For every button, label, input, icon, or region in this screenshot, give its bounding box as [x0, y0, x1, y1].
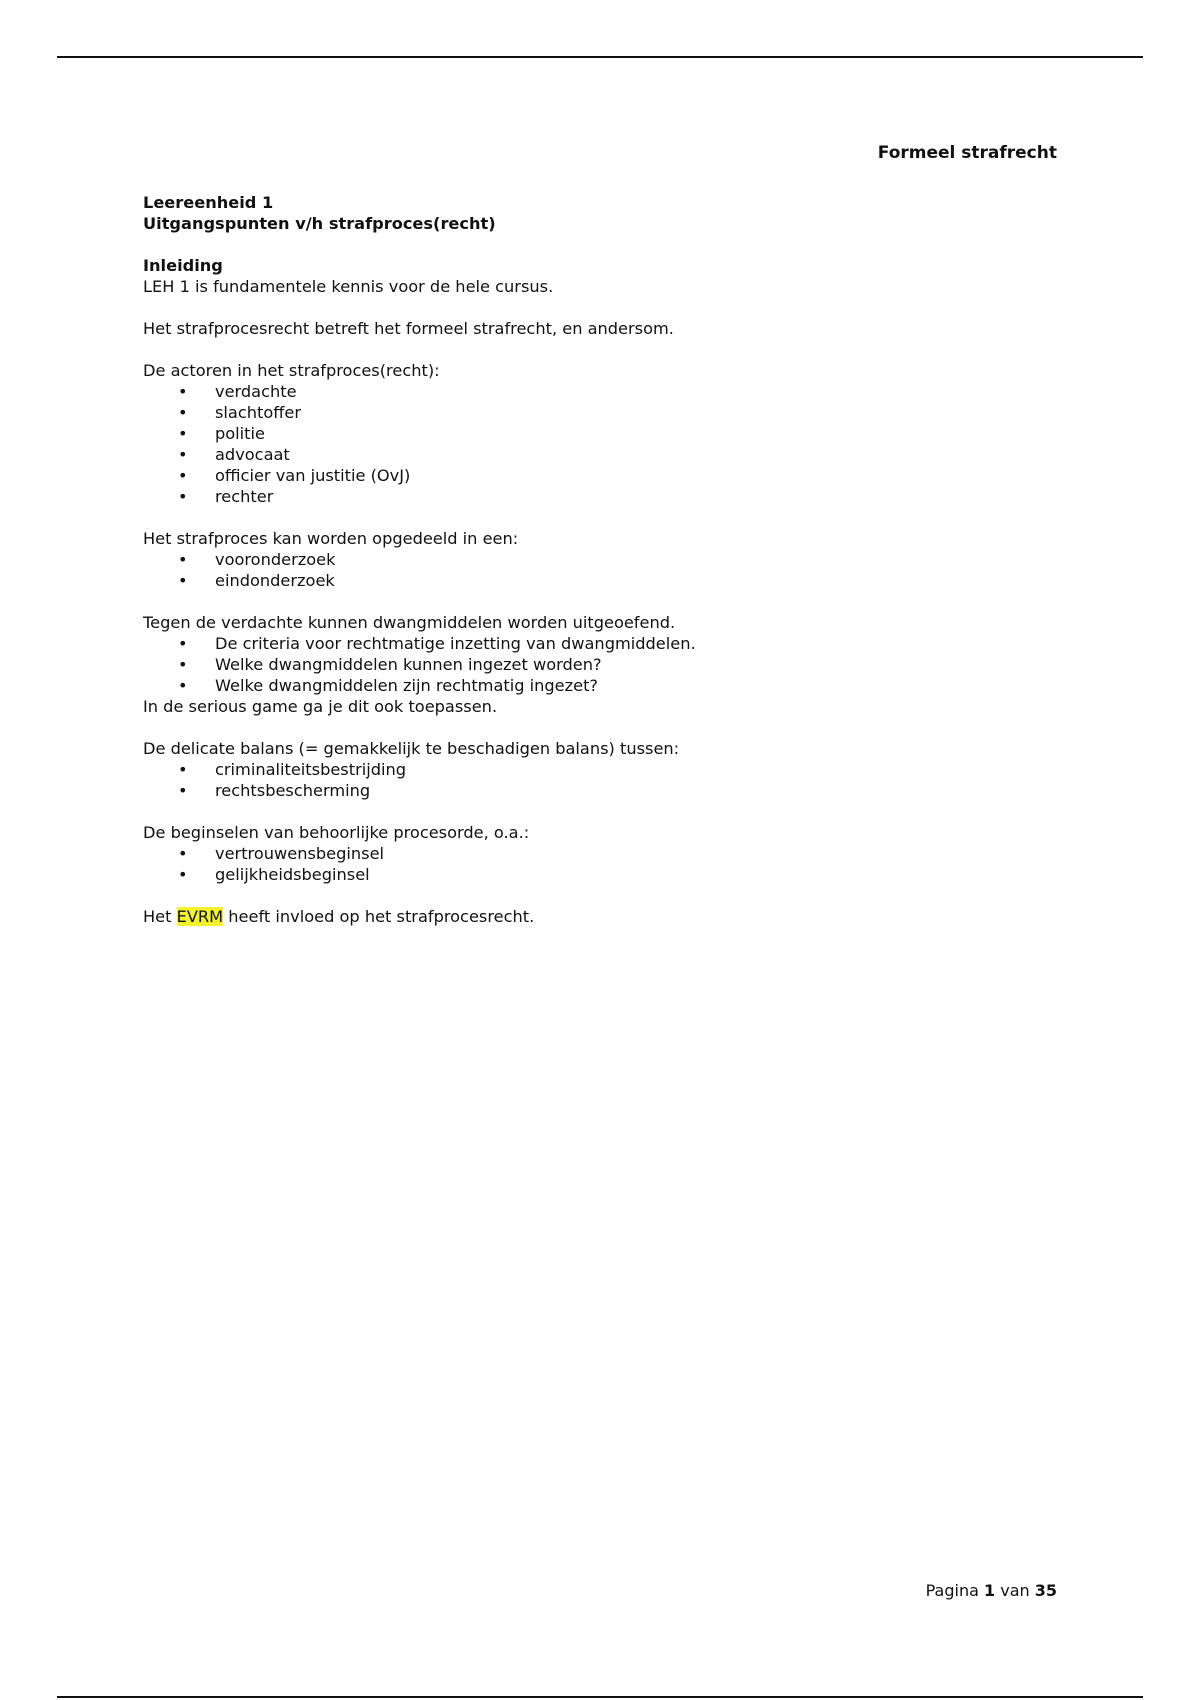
- actoren-list: [143, 381, 1063, 507]
- list-item: • officier van justitie (OvJ): [143, 465, 1063, 486]
- chapter-title: Uitgangspunten v/h strafproces(recht): [143, 214, 496, 233]
- page-prefix: Pagina: [925, 1581, 984, 1600]
- list-item: • De criteria voor rechtmatige inzetting van dwangmiddelen.: [143, 633, 1063, 654]
- top-rule: [57, 56, 1143, 58]
- dwang-intro: Tegen de verdachte kunnen dwangmiddelen worden uitgeoefend.: [143, 613, 676, 632]
- evrm-highlight: EVRM: [176, 907, 224, 926]
- balans-list: [143, 759, 1063, 801]
- total-pages: 35: [1034, 1581, 1057, 1600]
- list-item: • vertrouwensbeginsel: [143, 843, 1063, 864]
- list-item: • Welke dwangmiddelen zijn rechtmatig ingezet?: [143, 675, 1063, 696]
- beginselen-intro: De beginselen van behoorlijke procesorde, o.a.:: [143, 823, 530, 842]
- dwang-outro: In de serious game ga je dit ook toepassen.: [143, 697, 498, 716]
- document-header-title: Formeel strafrecht: [877, 143, 1057, 163]
- list-item: • rechtsbescherming: [143, 780, 1063, 801]
- current-page: 1: [984, 1581, 996, 1600]
- list-item: • advocaat: [143, 444, 1063, 465]
- intro-paragraph: LEH 1 is fundamentele kennis voor de hele cursus.: [143, 277, 554, 296]
- balans-intro: De delicate balans (= gemakkelijk te beschadigen balans) tussen:: [143, 739, 680, 758]
- beginselen-list: [143, 843, 1063, 885]
- document-body: [143, 192, 1063, 927]
- list-item: • gelijkheidsbeginsel: [143, 864, 1063, 885]
- page-middle: van: [995, 1581, 1035, 1600]
- fasen-list: [143, 549, 1063, 591]
- evrm-paragraph: [143, 906, 1063, 927]
- list-item: • eindonderzoek: [143, 570, 1063, 591]
- bottom-rule: [57, 1696, 1143, 1698]
- evrm-text-before: Het: [143, 907, 177, 926]
- dwang-list: [143, 633, 1063, 696]
- actoren-intro: De actoren in het strafproces(recht):: [143, 361, 440, 380]
- list-item: • slachtoffer: [143, 402, 1063, 423]
- list-item: • verdachte: [143, 381, 1063, 402]
- evrm-text-after: heeft invloed op het strafprocesrecht.: [223, 907, 535, 926]
- list-item: • Welke dwangmiddelen kunnen ingezet worden?: [143, 654, 1063, 675]
- section-heading: Inleiding: [143, 256, 223, 275]
- list-item: • rechter: [143, 486, 1063, 507]
- page-number: [926, 1581, 1057, 1600]
- list-item: • vooronderzoek: [143, 549, 1063, 570]
- formeel-paragraph: Het strafprocesrecht betreft het formeel strafrecht, en andersom.: [143, 319, 674, 338]
- list-item: • politie: [143, 423, 1063, 444]
- list-item: • criminaliteitsbestrijding: [143, 759, 1063, 780]
- fasen-intro: Het strafproces kan worden opgedeeld in een:: [143, 529, 519, 548]
- chapter-label: Leereenheid 1: [143, 193, 274, 212]
